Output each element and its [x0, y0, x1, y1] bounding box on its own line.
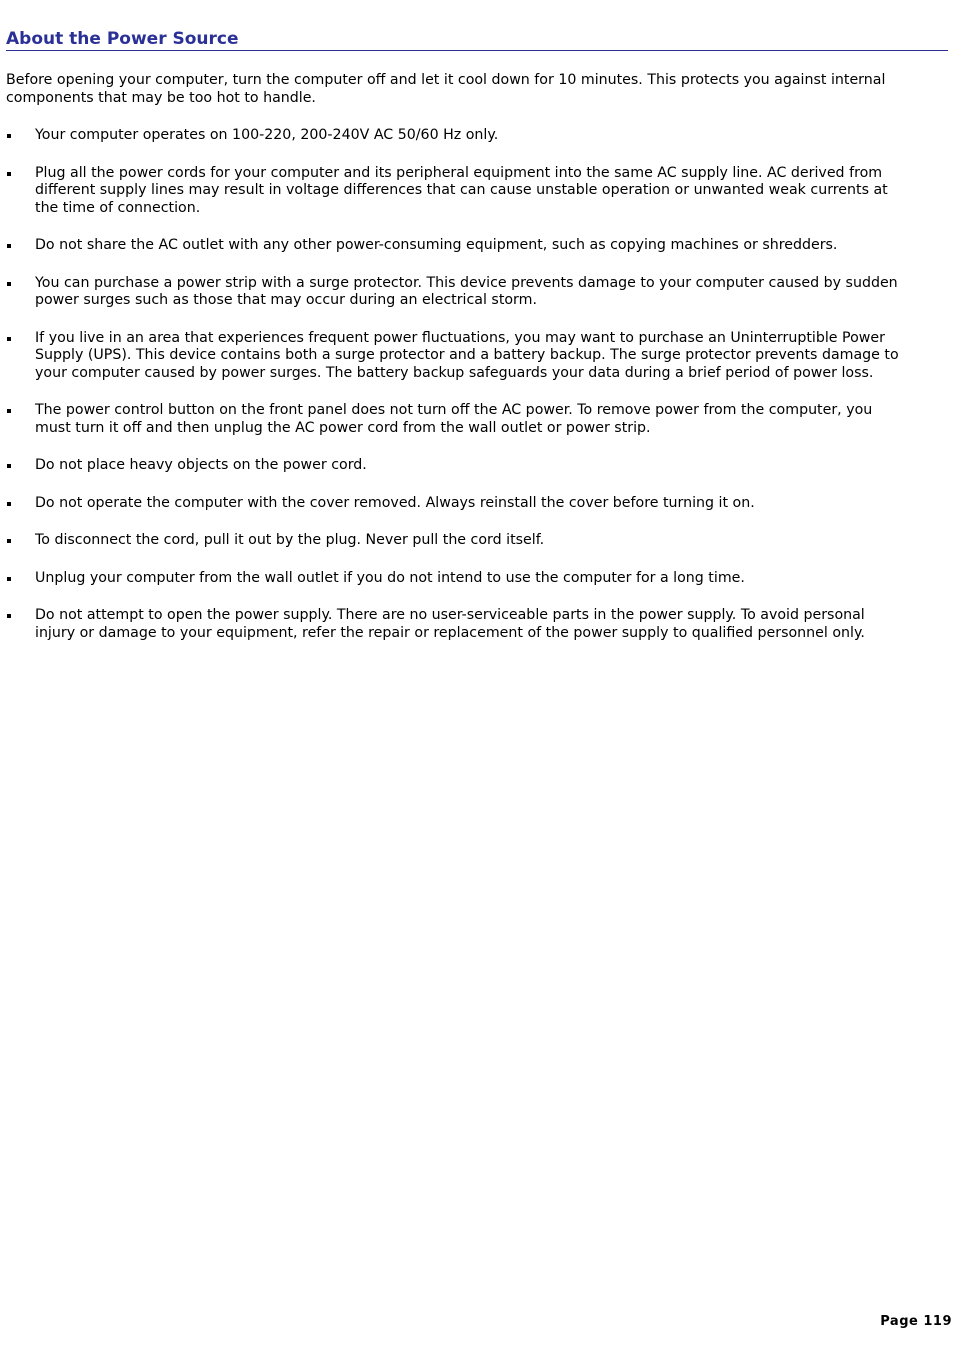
list-item-text: Plug all the power cords for your computer and its peripheral equipment into the same AC supply line. AC derived from different supply lines may result in voltage differences that can cause unstable operation or unwanted weak currents at the time of connection.	[35, 164, 888, 216]
square-bullet-icon	[7, 577, 11, 581]
page-title: About the Power Source	[6, 0, 948, 51]
square-bullet-icon	[7, 502, 11, 506]
list-item	[6, 495, 948, 513]
square-bullet-icon	[7, 172, 11, 176]
list-item	[6, 457, 948, 475]
square-bullet-icon	[7, 464, 11, 468]
page-number: Page 119	[880, 1314, 952, 1329]
list-item-text: Unplug your computer from the wall outlet if you do not intend to use the computer for a long time.	[35, 569, 745, 586]
list-item-text: To disconnect the cord, pull it out by the plug. Never pull the cord itself.	[35, 532, 545, 548]
list-item	[6, 127, 948, 145]
list-item	[6, 275, 948, 310]
safety-bullet-list	[6, 127, 948, 642]
square-bullet-icon	[7, 244, 11, 248]
list-item-text: Do not place heavy objects on the power cord.	[35, 457, 367, 473]
square-bullet-icon	[7, 337, 11, 341]
square-bullet-icon	[7, 282, 11, 286]
square-bullet-icon	[7, 539, 11, 543]
list-item-text: Do not share the AC outlet with any other power-consuming equipment, such as copying machines or shredders.	[35, 237, 838, 253]
square-bullet-icon	[7, 409, 11, 413]
intro-paragraph: Before opening your computer, turn the computer off and let it cool down for 10 minutes. This protects you against internal components that may be too hot to handle.	[6, 72, 886, 106]
square-bullet-icon	[7, 614, 11, 618]
list-item-text: The power control button on the front panel does not turn off the AC power. To remove power from the computer, you must turn it off and then unplug the AC power cord from the wall outlet or power strip.	[35, 402, 873, 436]
list-item	[6, 330, 948, 383]
square-bullet-icon	[7, 134, 11, 138]
list-item-text: Do not attempt to open the power supply. There are no user-serviceable parts in the power supply. To avoid personal injury or damage to your equipment, refer the repair or replacement of the power supply to qualified personnel only.	[35, 607, 865, 641]
list-item-text: You can purchase a power strip with a surge protector. This device prevents damage to your computer caused by sudden power surges such as those that may occur during an electrical storm.	[35, 274, 898, 308]
document-page	[6, 0, 948, 662]
list-item	[6, 570, 948, 588]
list-item	[6, 607, 948, 642]
list-item	[6, 532, 948, 550]
list-item-text: Do not operate the computer with the cover removed. Always reinstall the cover before turning it on.	[35, 494, 755, 511]
list-item-text: If you live in an area that experiences frequent power fluctuations, you may want to purchase an Uninterruptible Power Supply (UPS). This device contains both a surge protector and a battery backup. The surge protector prevents damage to your computer caused by power surges. The battery backup safeguards your data during a brief period of power loss.	[35, 329, 899, 381]
list-item	[6, 402, 948, 437]
list-item-text: Your computer operates on 100-220, 200-240V AC 50/60 Hz only.	[35, 127, 499, 143]
list-item	[6, 165, 948, 218]
list-item	[6, 237, 948, 255]
